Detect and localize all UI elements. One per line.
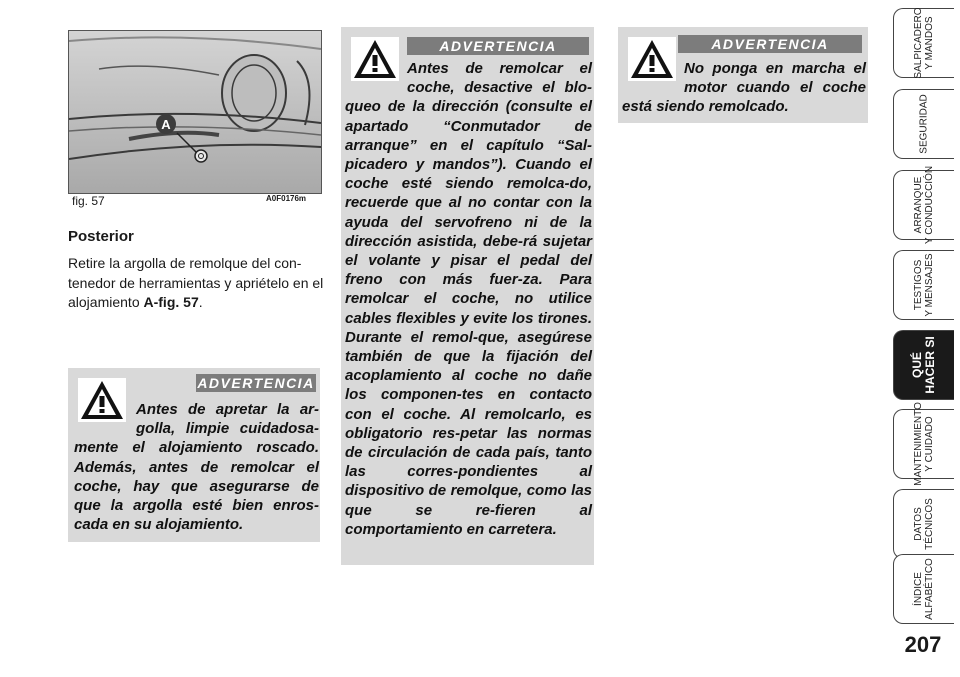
figure-caption: fig. 57 (72, 194, 105, 208)
tab-indice[interactable] (893, 554, 954, 624)
body-text-part: Retire la argolla de remolque del con-tenedor de herramientas y apriételo en el alojamiento (68, 255, 324, 310)
tab-label: Y MANDOS (924, 16, 935, 70)
tab-seguridad[interactable] (893, 89, 954, 159)
figure-reference: A-fig. 57 (143, 294, 199, 310)
bumper-illustration (69, 31, 321, 193)
warning-box-remolcar (341, 27, 594, 565)
warning-title: ADVERTENCIA (197, 375, 315, 391)
page-number: 207 (904, 632, 942, 657)
tab-label: Y CUIDADO (924, 416, 935, 472)
callout-letter: A (161, 117, 171, 132)
tab-label: Y CONDUCCIÓN (924, 165, 935, 245)
tab-label: ÍNDICE (913, 572, 924, 606)
warning-text: No ponga en marcha el motor cuando el coche está siendo remolcado. (622, 60, 866, 116)
tab-datos-tecnicos[interactable] (893, 489, 954, 559)
tab-label: SALPICADERO (913, 7, 924, 79)
tab-salpicadero[interactable] (893, 8, 954, 78)
tab-que-hacer-si[interactable] (893, 330, 954, 400)
warning-title: ADVERTENCIA (678, 35, 862, 53)
tab-testigos[interactable] (893, 250, 954, 320)
tab-label: TESTIGOS (913, 259, 924, 311)
warning-title: ADVERTENCIA (407, 37, 589, 55)
figure-57 (68, 30, 322, 194)
tab-arranque[interactable] (893, 165, 954, 245)
tab-label: SEGURIDAD (918, 94, 930, 154)
warning-text-container (618, 59, 866, 117)
section-heading: Posterior (68, 228, 134, 245)
body-text-end: . (198, 294, 203, 310)
warning-box-argolla (68, 368, 320, 542)
warning-text: Antes de remolcar el coche, desactive el blo-queo de la dirección (consulte el apartado “Conmutador de arranque” en el capítulo “Sal-picadero y mandos”). Cuando el coche esté siendo remolca-do, recuerde que al no contar con la ayuda del servofreno ni de la dirección asistida, debe-rá sujetar el volante y pisar el pedal del freno con más fuer-za. Para remolcar el coche, no utilice cables flexibles y evite los tirones. Durante el remol-que, asegúrese también de que la fijación del acoplamiento al coche no dañe los componen-tes en contacto con el coche. Al remolcarlo, es obligatorio res-petar las normas de circulación de cada país, tanto las corres-pondientes al dispositivo de remolque, como las que se re-fieren al comportamiento en carretera. (345, 60, 592, 538)
figure-code: A0F0176m (266, 194, 307, 203)
tab-label: DATOS (913, 507, 924, 541)
tab-mantenimiento[interactable] (893, 402, 954, 486)
tab-label: ARRANQUE (913, 176, 924, 234)
tab-label: Y MENSAJES (924, 253, 935, 317)
tab-label: ALFABÉTICO (924, 558, 935, 620)
warning-text-container (68, 400, 319, 534)
tab-label: MANTENIMIENTO (913, 402, 924, 486)
tab-label: QUÉ (910, 352, 924, 379)
warning-text: Antes de apretar la ar-golla, limpie cuidadosa-mente el alojamiento roscado. Además, antes de remolcar el coche, hay que asegurarse de que la argolla esté bien enros-cada en su alojamiento. (74, 401, 319, 534)
warning-text-container (341, 59, 592, 539)
warning-box-motor (618, 27, 868, 123)
tab-label: TÉCNICOS (924, 498, 935, 550)
section-body (68, 254, 324, 313)
tab-label: HACER SI (923, 336, 937, 394)
